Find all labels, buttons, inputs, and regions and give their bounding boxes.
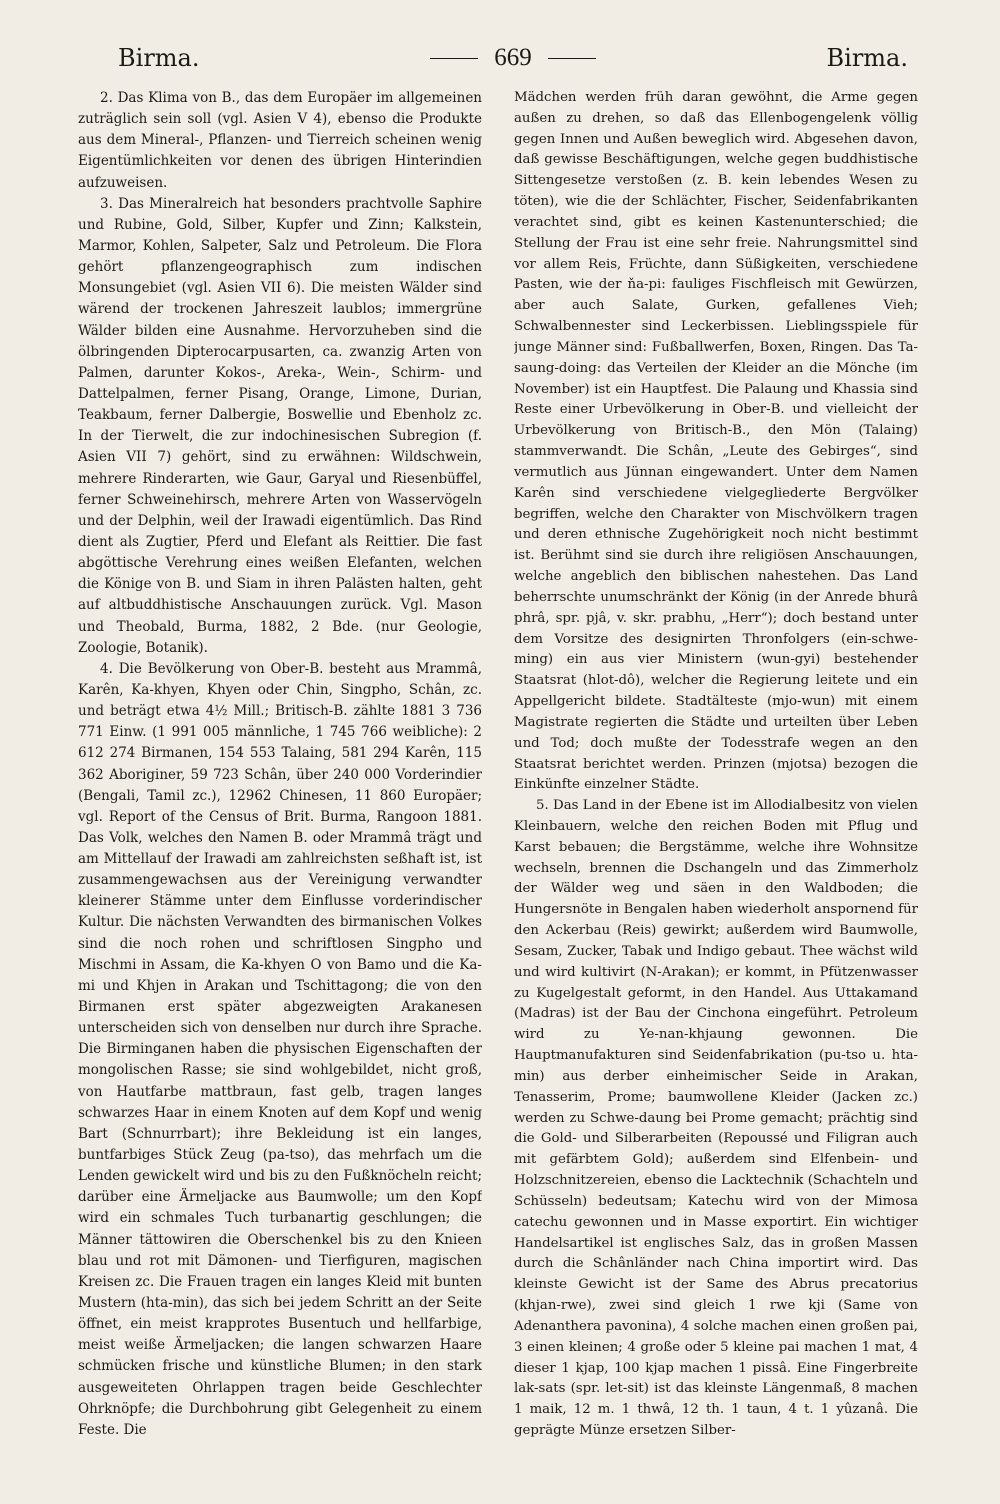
paragraph-bevoelkerung: 4. Die Bevölkerung von Ober-B. besteht aus Mrammâ, Karên, Ka-khyen, Khyen oder Chin, Singpho, Schân, zc. und beträgt etwa 4½ Mill.; Britisch-B. zählte 1881 3 736 771 Einw. (1 991 005 männliche, 1 745 766 weibliche): 2 612 274 Birmanen, 154 553 Talaing, 581 294 Karên, 115 362 Aboriginer, 59 723 Schân, über 240 000 Vorderindier (Bengali, Tamil zc.), 12962 Chinesen, 11 860 Europäer; vgl. Report of the Census of Brit. Burma, Rangoon 1881. Das Volk, welches den Namen B. oder Mrammâ trägt und am Mittellauf der Irawadi am zahlreichsten seßhaft ist, ist zusammengewachsen aus der Vereinigung verwandter kleinerer Stämme unter dem Einflusse vorderindischer Kultur. Die nächsten Verwandten des birmanischen Volkes sind die noch rohen und schriftlosen Singpho und Mischmi in Assam, die Ka-khyen O von Bamo und die Ka-mi und Khjen in Arakan und Tschittagong; die von den Birmanen erst später abgezweigten Arakanesen unterscheiden sich von denselben nur durch ihre Sprache. Die Birminganen haben die physischen Eigenschaften der mongolischen Rasse; sie sind wohlgebildet, nicht groß, von Hautfarbe mattbraun, fast gelb, tragen langes schwarzes Haar in einem Knoten auf dem Kopf und wenig Bart (Schnurrbart); ihre Bekleidung ist ein langes, buntfarbiges Stück Zeug (pa-tso), das mehrfach um die Lenden gewickelt wird und bis zu den Fußknöcheln reicht; darüber eine Ärmeljacke aus Baumwolle; um den Kopf wird ein schmales Tuch turbanartig geschlungen; die Männer tättowiren die Oberschenkel bis zu den Knieen blau und rot mit Dämonen- und Tierfiguren, magischen Kreisen zc. Die Frauen tragen ein langes Kleid mit bunten Mustern (hta-min), das sich bei jedem Schritt an der Seite öffnet, ein meist krapprotes Busentuch und hellfarbige, meist weiße Ärmeljacken; die langen schwarzen Haare schmücken frische und künstliche Blumen; in den stark ausgeweiteten Ohrlappen tragen beide Geschlechter Ohrknöpfe; die Durchbohrung gibt Gelegenheit zu einem Feste. Die (78, 660, 482, 1438)
left-column (78, 88, 482, 1448)
paragraph-klima: 2. Das Klima von B., das dem Europäer im allgemeinen zuträglich sein soll (vgl. Asien V 4), ebenso die Produkte aus dem Mineral-, Pflanzen- und Tierreich scheinen wenig Eigentümlichkeiten vor denen des übrigen Hinterindien aufzuweisen. (78, 90, 482, 191)
right-column (514, 88, 918, 1448)
page-number-group (430, 44, 596, 72)
paragraph-continuation: Mädchen werden früh daran gewöhnt, die Arme gegen außen zu drehen, so daß das Ellenbogengelenk völlig gegen Innen und Außen beweglich wird. Abgesehen davon, daß gewisse Beschäftigungen, welche gegen buddhistische Sittengesetze verstoßen (z. B. kein lebendes Wesen zu töten), wie die der Schlächter, Fischer, Seidenfabrikanten verachtet sind, gibt es keinen Kastenunterschied; die Stellung der Frau ist eine sehr freie. Nahrungsmittel sind vor allem Reis, Früchte, dann Süßigkeiten, verschiedene Pasten, wie der ňa-pi: fauliges Fischfleisch mit Gewürzen, aber auch Salate, Gurken, gefallenes Vieh; Schwalbennester sind Leckerbissen. Lieblingsspiele für junge Männer sind: Fußballwerfen, Boxen, Ringen. Das Ta-saung-doing: das Verteilen der Kleider an die Mönche (im November) ist ein Hauptfest. Die Palaung und Khassia sind Reste einer Urbevölkerung in Ober-B. und vielleicht der Urbevölkerung von Britisch-B., den Mön (Talaing) stammverwandt. Die Schân, „Leute des Gebirges“, sind vermutlich aus Jünnan eingewandert. Unter dem Namen Karên sind verschiedene vielgegliederte Bergvölker begriffen, welche den Charakter von Mischvölkern tragen und deren ethnische Zugehörigkeit noch nicht bestimmt ist. Berühmt sind sie durch ihre religiösen Anschauungen, welche angeblich den biblischen nahestehen. Das Land beherrschte unumschränkt der König (in der Anrede bhurâ phrâ, spr. pjâ, v. skr. prabhu, „Herr“); doch bestand unter dem Vorsitze des designirten Thronfolgers (ein-schwe-ming) ein aus vier Ministern (wun-gyi) bestehender Staatsrat (hlot-dô), welcher die Regierung leitete und ein Appellgericht bildete. Stadtälteste (mjo-wun) mit einem Magistrate regierten die Städte und urteilten über Leben und Tod; doch mußte der Todesstrafe wegen an den Staatsrat berichtet werden. Prinzen (mjotsa) bezogen die Einkünfte einzelner Städte. (514, 90, 918, 793)
running-head-left: Birma. (118, 44, 200, 72)
paragraph-mineralreich: 3. Das Mineralreich hat besonders prachtvolle Saphire und Rubine, Gold, Silber, Kupfer und Zinn; Kalkstein, Marmor, Kohlen, Salpeter, Salz und Petroleum. Die Flora gehört pflanzengeographisch zum indischen Monsungebiet (vgl. Asien VII 6). Die meisten Wälder sind wärend der trockenen Jahreszeit laublos; immergrüne Wälder bilden eine Ausnahme. Hervorzuheben sind die ölbringenden Dipterocarpusarten, ca. zwanzig Arten von Palmen, darunter Kokos-, Areka-, Wein-, Schirm- und Dattelpalmen, ferner Pisang, Orange, Limone, Durian, Teakbaum, ferner Dalbergie, Boswellie und Ebenholz zc. In der Tierwelt, die zur indochinesischen Subregion (f. Asien VII 7) gehört, sind zu erwähnen: Wildschwein, mehrere Rinderarten, wie Gaur, Garyal und Riesenbüffel, ferner Schweinehirsch, mehrere Arten von Wasservögeln und der Delphin, weil der Irawadi eigentümlich. Das Rind dient als Zugtier, Pferd und Elefant als Reittier. Die fast abgöttische Verehrung eines weißen Elefanten, welchen die Könige von B. und Siam in ihren Palästen halten, geht auf altbuddhistische Anschauungen zurück. Vgl. Mason und Theobald, Burma, 1882, 2 Bde. (nur Geologie, Zoologie, Botanik). (78, 195, 482, 656)
header-rule-left (430, 58, 478, 59)
page-header (118, 38, 908, 78)
page-number: 669 (494, 44, 532, 71)
text-columns (78, 88, 918, 1448)
header-rule-right (548, 58, 596, 59)
running-head-right: Birma. (826, 44, 908, 72)
paragraph-land: 5. Das Land in der Ebene ist im Allodialbesitz von vielen Kleinbauern, welche den reichen Boden mit Pflug und Karst bebauen; die Bergstämme, welche ihre Wohnsitze wechseln, brennen die Dschangeln und das Zimmerholz der Wälder weg und säen in den Waldboden; die Hungersnöte in Bengalen haben wiederholt anspornend für den Ackerbau (Reis) gewirkt; außerdem wird Baumwolle, Sesam, Zucker, Tabak und Indigo gebaut. Thee wächst wild und wird kultivirt (N-Arakan); er kommt, in Pfützenwasser zu Kugelgestalt geformt, in den Handel. Aus Uttakamand (Madras) ist der Bau der Cinchona eingeführt. Petroleum wird zu Ye-nan-khjaung gewonnen. Die Hauptmanufakturen sind Seidenfabrikation (pu-tso u. hta-min) aus derber einheimischer Seide in Arakan, Tenasserim, Prome; baumwollene Kleider (Jacken zc.) werden zu Schwe-daung bei Prome gemacht; prächtig sind die Gold- und Silberarbeiten (Repoussé und Filigran auch mit gefärbtem Gold); außerdem sind Elfenbein- und Holzschnitzereien, ebenso die Lacktechnik (Schachteln und Schüsseln) bedeutsam; Katechu wird von der Mimosa catechu gewonnen und in Masse exportirt. Ein wichtiger Handelsartikel ist englisches Salz, das in großen Massen durch die Schânländer nach China importirt wird. Das kleinste Gewicht ist der Same des Abrus precatorius (khjan-rwe), zwei sind gleich 1 rwe kji (Same von Adenanthera pavonina), 4 solche machen einen großen pai, 3 einen kleinen; 4 große oder 5 kleine pai machen 1 mat, 4 dieser 1 kjap, 100 kjap machen 1 pissâ. Eine Fingerbreite lak-sats (spr. let-sit) ist das kleinste Längenmaß, 8 machen 1 maik, 12 m. 1 thwâ, 12 th. 1 taun, 4 t. 1 yûzanâ. Die geprägte Münze ersetzen Silber- (514, 798, 918, 1438)
